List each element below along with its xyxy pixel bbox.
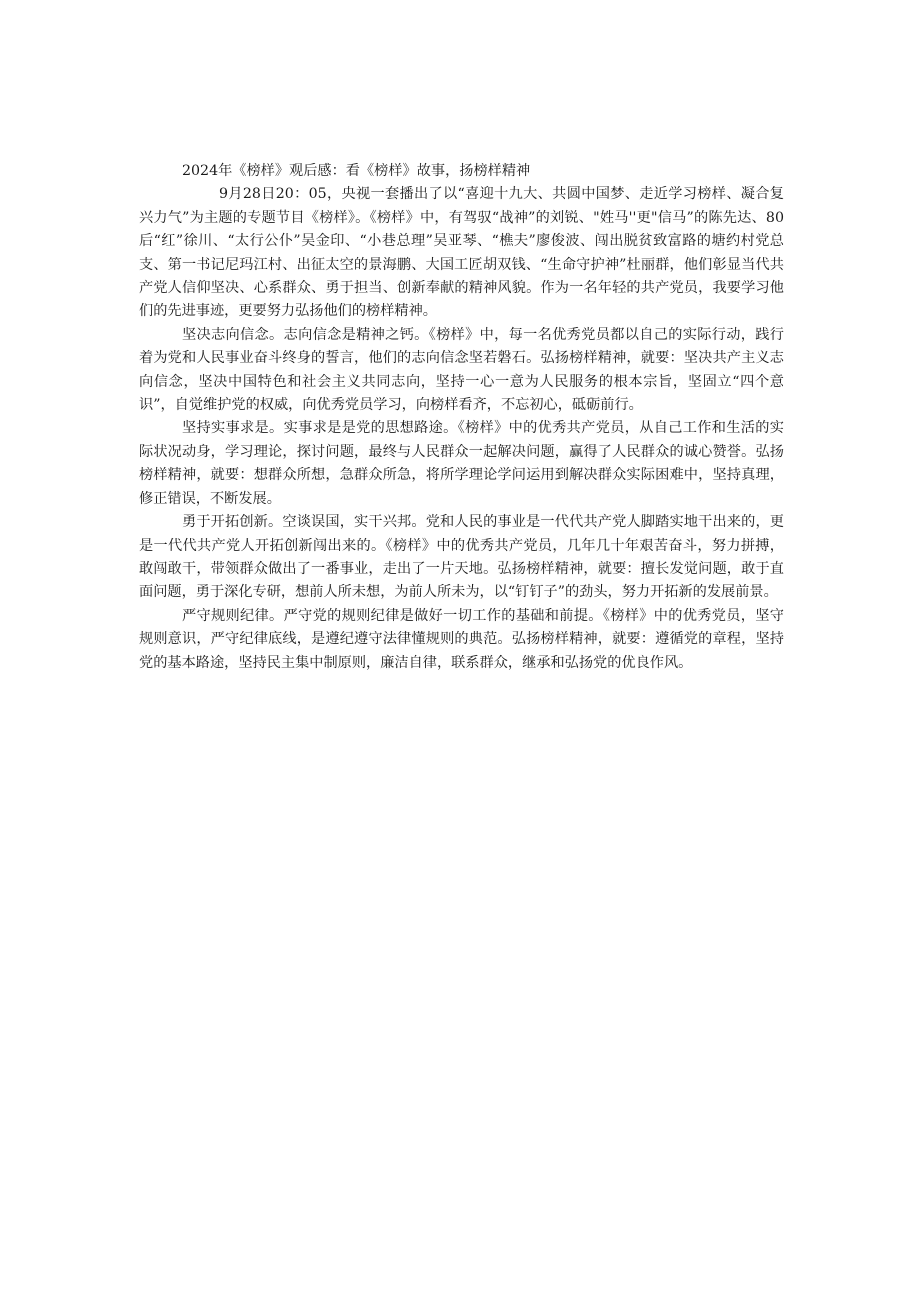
paragraph-intro: 9月28日20：05，央视一套播出了以“喜迎十九大、共圆中国梦、走近学习榜样、凝合复兴力气”为主题的专题节目《榜样》。《榜样》中，有驾驭“战神”的刘锐、"姓马''更"信马”的陈先达、80后“红”徐川、“太行公仆”吴金印、“小巷总理”吴亚琴、“樵夫”廖俊波、闯出脱贫致富路的塘约村党总支、第一书记尼玛江村、出征太空的景海鹏、大国工匠胡双钱、“生命守护神”杜丽群，他们彰显当代共产党人信仰坚决、心系群众、勇于担当、创新奉献的精神风貌。作为一名年轻的共产党员，我要学习他们的先进事迹，更要努力弘扬他们的榜样精神。 (139, 186, 784, 320)
document-body (139, 160, 784, 675)
paragraph-innovation: 勇于开拓创新。空谈误国，实干兴邦。党和人民的事业是一代代共产党人脚踏实地干出来的，更是一代代共产党人开拓创新闯出来的。《榜样》中的优秀共产党员，几年几十年艰苦奋斗，努力拼搏，敢闯敢干，带领群众做出了一番事业，走出了一片天地。弘扬榜样精神，就要：擅长发觉问题，敢于直面问题，勇于深化专研，想前人所未想，为前人所未为，以“钉钉子”的劲头，努力开拓新的发展前景。 (139, 514, 784, 601)
paragraph-truth: 坚持实事求是。实事求是是党的思想路途。《榜样》中的优秀共产党员，从自己工作和生活的实际状况动身，学习理论，探讨问题，最终与人民群众一起解决问题，赢得了人民群众的诚心赞誉。弘扬榜样精神，就要：想群众所想，急群众所急，将所学理论学问运用到解决群众实际困难中，坚持真理，修正错误，不断发展。 (139, 420, 784, 507)
document-title: 2024年《榜样》观后感：看《榜样》故事，扬榜样精神 (182, 163, 531, 179)
paragraph-discipline: 严守规则纪律。严守党的规则纪律是做好一切工作的基础和前提。《榜样》中的优秀党员，坚守规则意识，严守纪律底线，是遵纪遵守法律懂规则的典范。弘扬榜样精神，就要：遵循党的章程，坚持党的基本路途，坚持民主集中制原则，廉洁自律，联系群众，继承和弘扬党的优良作风。 (139, 607, 784, 671)
paragraph-ideals: 坚决志向信念。志向信念是精神之钙。《榜样》中，每一名优秀党员都以自己的实际行动，践行着为党和人民事业奋斗终身的誓言，他们的志向信念坚若磐石。弘扬榜样精神，就要：坚决共产主义志向信念，坚决中国特色和社会主义共同志向，坚持一心一意为人民服务的根本宗旨，坚固立“四个意识”，自觉维护党的权威，向优秀党员学习，向榜样看齐，不忘初心，砥砺前行。 (139, 326, 784, 414)
